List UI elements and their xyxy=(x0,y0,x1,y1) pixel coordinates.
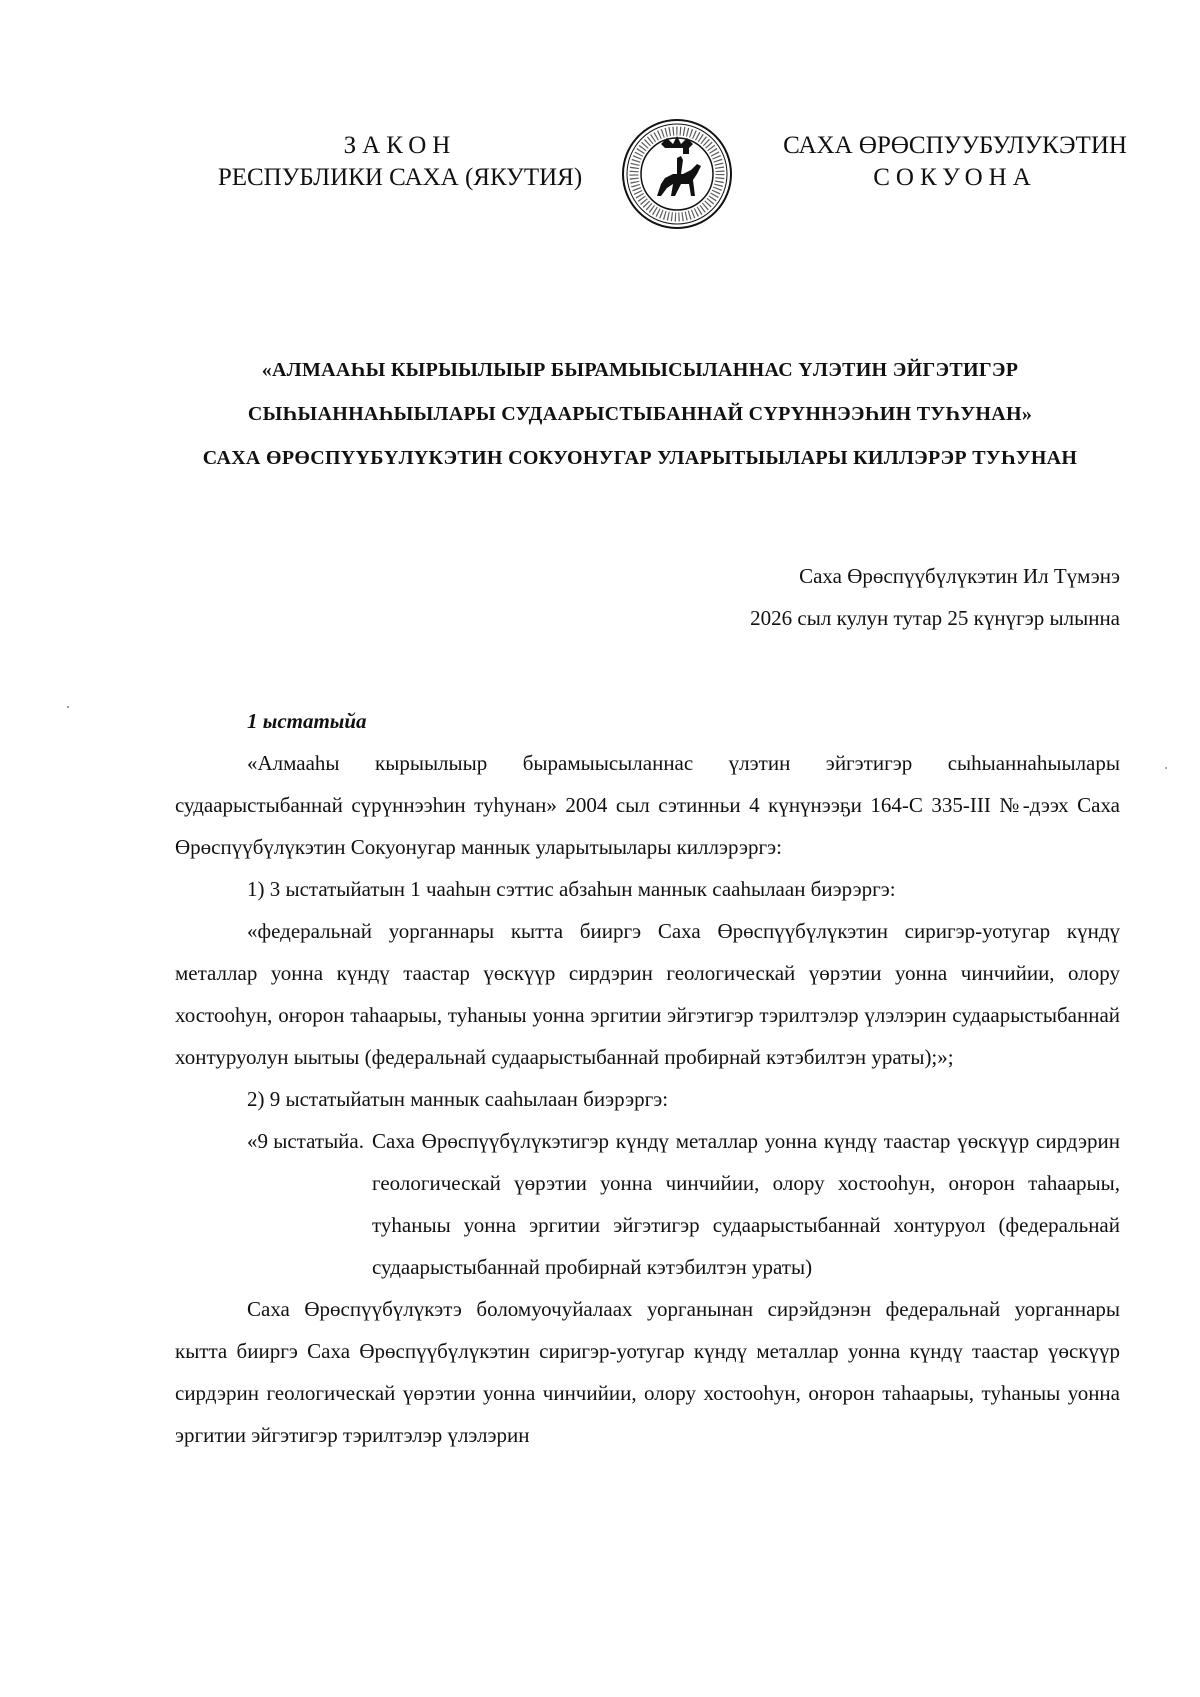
amendment-item-2: 2) 9 ыстатыйатын маннык сааһылаан биэрэргэ: xyxy=(247,1087,669,1111)
header-right xyxy=(775,130,1135,194)
republic-name-sakha: САХА ӨРӨСПУУБУЛУКЭТИН xyxy=(783,132,1127,159)
scan-speck xyxy=(67,706,69,708)
adopting-body: Саха Өрөспүүбүлүкэтин Ил Түмэнэ xyxy=(799,564,1120,588)
title-line-2: СЫҺЫАННАҺЫЫЛАРЫ СУДААРЫСТЫБАННАЙ СҮРҮННЭЭҺИН ТУҺУНАН» xyxy=(247,403,1033,425)
republic-name-ru: РЕСПУБЛИКИ САХА (ЯКУТИЯ) xyxy=(217,164,583,191)
coat-of-arms-icon xyxy=(621,118,733,230)
law-label-sakha: СОКУОНА xyxy=(873,164,1037,191)
title-line-1: «АЛМААҺЫ КЫРЫЫЛЫЫР БЫРАМЫЫСЫЛАННАС ҮЛЭТИН ЭЙГЭТИГЭР xyxy=(261,359,1019,381)
article-9-label: «9 ыстатыйа. xyxy=(247,1129,364,1153)
adoption-date: 2026 сыл кулун тутар 25 күнүгэр ылынна xyxy=(750,606,1120,630)
amendment-item-1-text: «федеральнай уорганнары кытта бииргэ Саха Өрөспүүбүлүкэтин сиригэр-уотугар күндү металлар уонна күндү таастар үөскүүр сирдэрин геологическай үөрэтии уонна чинчийии, олору хостооһун, оҥорон таһаарыы, туһаныы уонна эргитии эйгэтигэр тэрилтэлэр үлэлэрин судаарыстыбаннай хонтуруолун ыытыы (федеральнай судаарыстыбаннай пробирнай кэтэбилтэн ураты);»; xyxy=(175,919,1120,1069)
article-body xyxy=(175,700,1120,1456)
law-label: ЗАКОН xyxy=(343,132,457,159)
article-9-title: Саха Өрөспүүбүлүкэтигэр күндү металлар уонна күндү таастар үөскүүр сирдэрин геологическай үөрэтии уонна чинчийии, олору хостооһун, оҥорон таһаарыы, туһаныы уонна эргитии эйгэтигэр судаарыстыбаннай хонтуруол (федеральнай судаарыстыбаннай пробирнай кэтэбилтэн ураты) xyxy=(372,1129,1120,1279)
article-9-paragraph: Саха Өрөспүүбүлүкэтэ боломуочуйалаах уорганынан сирэйдэнэн федеральнай уорганнары кытта бииргэ Саха Өрөспүүбүлүкэтин сиригэр-уотугар күндү металлар уонна күндү таастар үөскүүр сирдэрин геологическай үөрэтии уонна чинчийии, олору хостооһун, оҥорон таһаарыы, туһаныы уонна эргитии эйгэтигэр тэрилтэлэр үлэлэрин xyxy=(175,1297,1120,1447)
header-left xyxy=(205,130,595,194)
scan-speck xyxy=(1165,767,1167,769)
article-heading: 1 ыстатыйа xyxy=(247,709,367,733)
document-title xyxy=(160,348,1120,480)
amendment-item-1: 1) 3 ыстатыйатын 1 чааһын сэттис абзаһын маннык сааһылаан биэрэргэ: xyxy=(247,877,896,901)
title-line-3: САХА ӨРӨСПҮҮБҮЛҮКЭТИН СОКУОНУГАР УЛАРЫТЫЫЛАРЫ КИЛЛЭРЭР ТУҺУНАН xyxy=(202,447,1078,469)
article-9-block xyxy=(247,1120,1120,1288)
adoption-block xyxy=(750,555,1120,639)
article-intro: «Алмааһы кырыылыыр бырамыысыланнас үлэтин эйгэтигэр сыһыаннаһыылары судаарыстыбаннай сүрүннээһин туһунан» 2004 сыл сэтинньи 4 күнүнээҕи 164-С 335-III №-дээх Саха Өрөспүүбүлүкэтин Сокуонугар маннык уларытыылары киллэрэргэ: xyxy=(175,751,1120,859)
